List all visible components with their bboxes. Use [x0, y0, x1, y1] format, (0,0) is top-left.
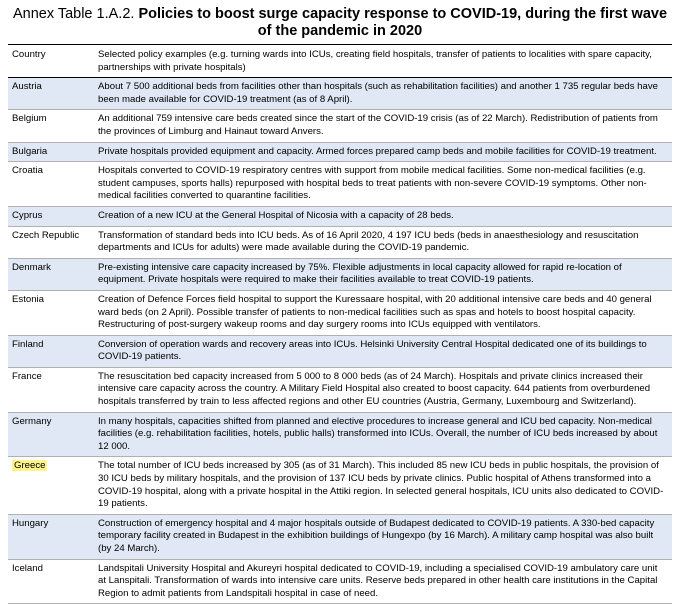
- table-row: [8, 258, 672, 290]
- country-cell: [8, 335, 94, 367]
- table-title-prefix: Annex Table 1.A.2.: [12, 6, 135, 22]
- country-cell: [8, 206, 94, 226]
- policy-text-cell: Conversion of operation wards and recovery areas into ICUs. Helsinki University Central Hospital dedicated one of its buildings to COVID-19 patients.: [94, 335, 672, 367]
- country-name: Germany: [12, 415, 52, 427]
- country-name: France: [12, 370, 42, 382]
- table-header-row: [8, 45, 672, 78]
- country-cell: [8, 367, 94, 412]
- policy-text-cell: Pre-existing intensive care capacity increased by 75%. Flexible adjustments in local capacity allowed for rapid re-location of equipment. Private hospitals were required to make their facilities available to treat COVID-19 patients.: [94, 258, 672, 290]
- country-name: Iceland: [12, 562, 43, 574]
- country-name: Croatia: [12, 165, 43, 177]
- country-name: Austria: [12, 81, 42, 93]
- country-name: Belgium: [12, 113, 47, 125]
- country-cell: [8, 559, 94, 604]
- policy-text-cell: The total number of ICU beds increased by 305 (as of 31 March). This included 85 new ICU beds in public hospitals, the provision of 30 ICU beds by military hospitals, and the provision of 137 ICU beds by private clinics. Public hospital of Athens transformed into a COVID-19 hospital, along with a private hospital in the Attiki region. In selected general hospitals, ICU units also dedicated to COVID-19 patients.: [94, 457, 672, 514]
- country-cell: [8, 457, 94, 514]
- table-row: [8, 412, 672, 457]
- table-row: [8, 226, 672, 258]
- table-row: [8, 514, 672, 559]
- table-title: [0, 0, 680, 44]
- policy-text-cell: Transformation of standard beds into ICU beds. As of 16 April 2020, 4 197 ICU beds (beds in anaesthesiology and resuscitation departments and ICUs for adults) were made available during the COVID-19 pandemic.: [94, 226, 672, 258]
- policy-text-cell: Private hospitals provided equipment and capacity. Armed forces prepared camp beds and mobile facilities for COVID-19 treatment.: [94, 142, 672, 162]
- country-cell: [8, 110, 94, 142]
- table-row: [8, 110, 672, 142]
- country-cell: [8, 514, 94, 559]
- column-header-country: Country: [8, 45, 94, 78]
- country-name: Finland: [12, 338, 44, 350]
- country-name: Greece: [14, 460, 46, 472]
- country-name: Czech Republic: [12, 229, 80, 241]
- policy-text-cell: About 7 500 additional beds from facilities other than hospitals (such as rehabilitation facilities) and another 1 735 regular beds have been made available for COVID-19 treatment (as of 8 April).: [94, 78, 672, 110]
- table-row: [8, 559, 672, 604]
- country-name: Cyprus: [12, 209, 43, 221]
- policy-text-cell: Construction of emergency hospital and 4 major hospitals outside of Budapest dedicated to COVID-19 patients. A 330-bed capacity temporary facility created in Budapest in the exhibition buildings of Hungexpo (by 16 March). A military camp hospital was also built (by 24 March).: [94, 514, 672, 559]
- table-row: [8, 335, 672, 367]
- table-title-main: Policies to boost surge capacity response to COVID-19, during the first wave of the pandemic in 2020: [138, 6, 668, 39]
- column-header-policies: Selected policy examples (e.g. turning wards into ICUs, creating field hospitals, transfer of patients to localities with spare capacity, partnerships with private hospitals): [94, 45, 672, 78]
- policy-text-cell: An additional 759 intensive care beds created since the start of the COVID-19 crisis (as of 22 March). Redistribution of patients from the provinces of Limburg and Hainaut toward Anvers.: [94, 110, 672, 142]
- table-row: [8, 162, 672, 207]
- policy-text-cell: Hospitals converted to COVID-19 respiratory centres with support from mobile medical facilities. Some non-medical facilities (e.g. student campuses, sports halls) repurposed with hospital beds to treat patients with non-severe COVID-19 symptoms. Other non-medical facilities converted to quarantine facilities.: [94, 162, 672, 207]
- country-cell: [8, 142, 94, 162]
- country-cell: [8, 78, 94, 110]
- table-row: [8, 290, 672, 335]
- table-row: [8, 367, 672, 412]
- table-row: [8, 457, 672, 514]
- policy-text-cell: Creation of a new ICU at the General Hospital of Nicosia with a capacity of 28 beds.: [94, 206, 672, 226]
- country-name: Estonia: [12, 293, 44, 305]
- policy-text-cell: Creation of Defence Forces field hospital to support the Kuressaare hospital, with 20 additional intensive care beds and 40 general ward beds (on 2 April). Possible transfer of patients to non-medical facilities such as spas and hotels to boost hospital capacity. Restructuring of post-surgery wakeup rooms and day surgery rooms into ICUs equipped with ventilators.: [94, 290, 672, 335]
- country-cell: [8, 412, 94, 457]
- policies-table: [8, 44, 672, 604]
- country-cell: [8, 226, 94, 258]
- country-cell: [8, 258, 94, 290]
- policy-text-cell: The resuscitation bed capacity increased from 5 000 to 8 000 beds (as of 24 March). Hospitals and private clinics increased their intensive care capacity across the country. A Military Field Hospital also created to boost capacity. 644 patients from overburdened hospitals transferred by train to less affected regions and other EU countries (Austria, Germany, Luxembourg and Switzerland).: [94, 367, 672, 412]
- policy-text-cell: Landspitali University Hospital and Akureyri hospital dedicated to COVID-19, including a specialised COVID-19 ambulatory care unit at Lanspitali. Transformation of wards into intensive care units. Reserve beds prepared in other health care institutions in the Capital Region to admit patients from Landspitali hospital in case of need.: [94, 559, 672, 604]
- table-row: [8, 78, 672, 110]
- country-cell: [8, 290, 94, 335]
- table-row: [8, 142, 672, 162]
- policy-text-cell: In many hospitals, capacities shifted from planned and elective procedures to increase general and ICU bed capacity. Non-medical facilities (e.g. rehabilitation facilities, hotels, public halls) transformed into ICUs. Overall, the number of ICU beds increased by about 12 000.: [94, 412, 672, 457]
- country-cell: [8, 162, 94, 207]
- country-name: Denmark: [12, 261, 51, 273]
- country-name: Bulgaria: [12, 145, 48, 157]
- table-row: [8, 206, 672, 226]
- country-name: Hungary: [12, 517, 49, 529]
